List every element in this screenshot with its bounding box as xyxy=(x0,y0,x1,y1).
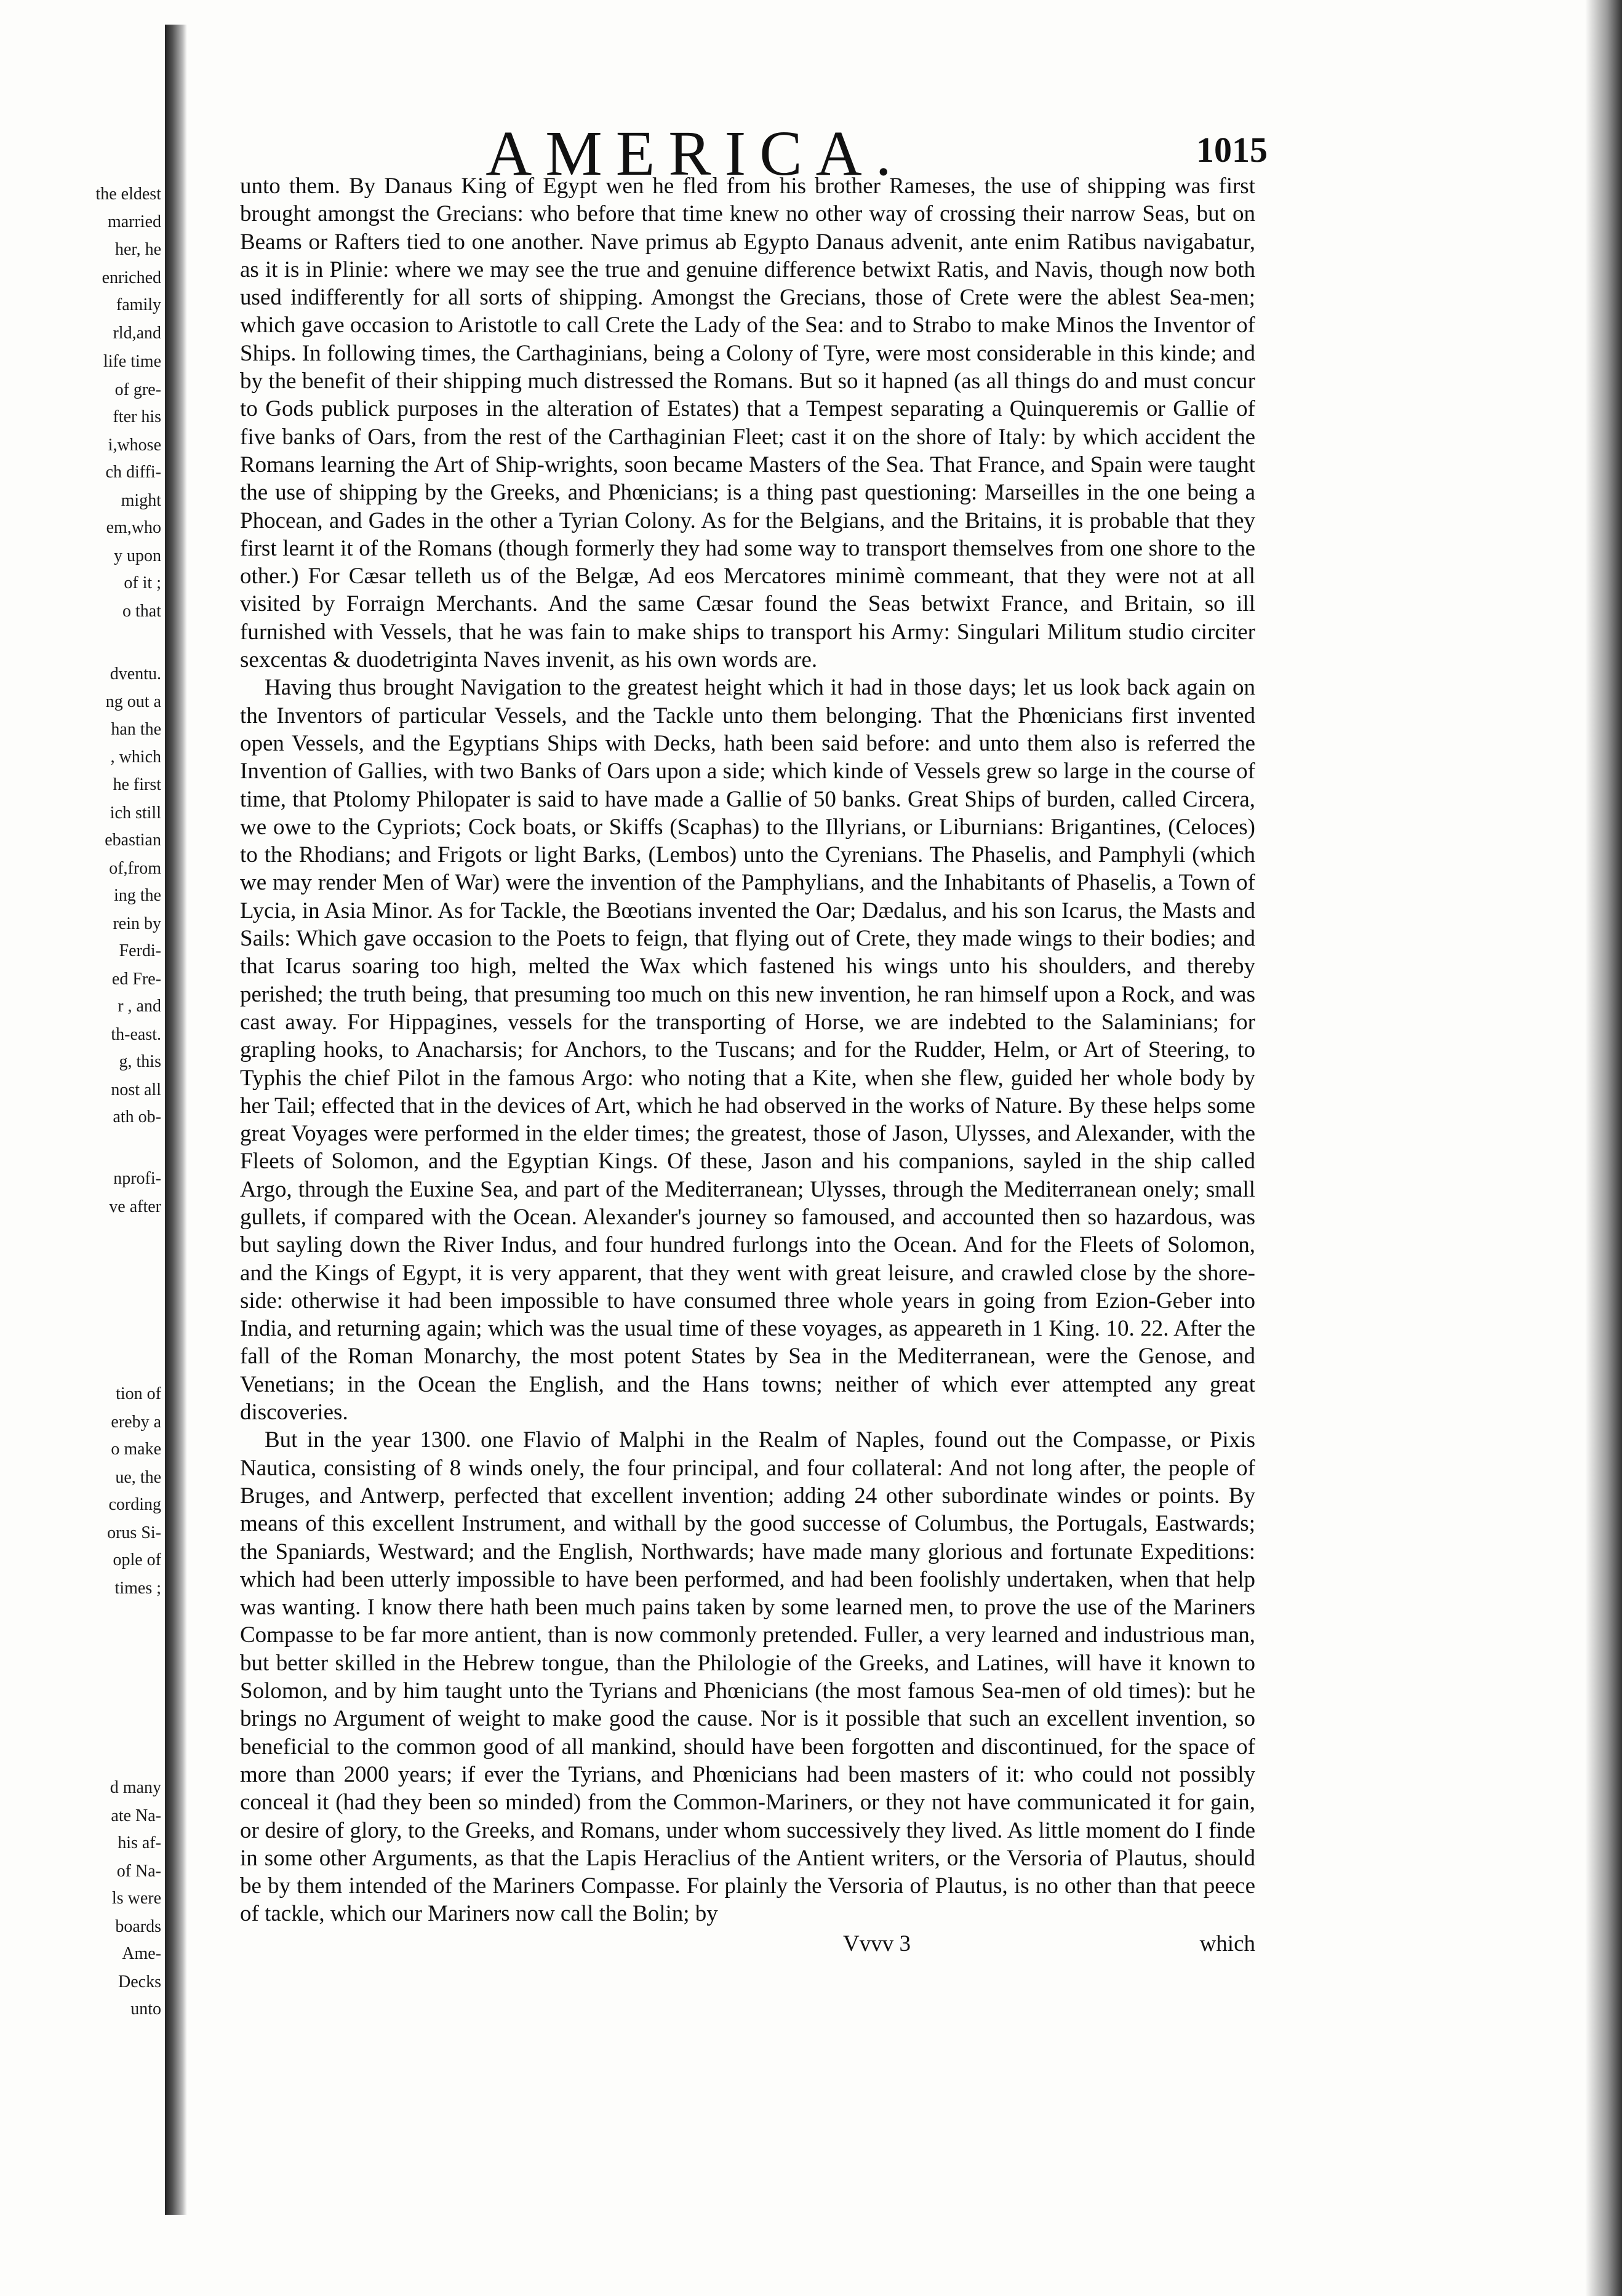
facing-page-line: o that xyxy=(122,602,161,621)
facing-page-line: d many xyxy=(110,1778,161,1797)
facing-page-line: r , and xyxy=(118,997,161,1016)
facing-page-line: ls were xyxy=(111,1889,161,1908)
facing-page-line: of gre- xyxy=(114,380,161,399)
facing-page-line: ve after xyxy=(109,1197,161,1216)
paragraph-1: unto them. By Danaus King of Egypt wen he fled from his brother Rameses, the use of shipping was first brought amongst the Grecians: who before that time knew no other way of crossing their narrow Seas, but on Beams or Rafters tied to one another. Nave primus ab Egypto Danaus advenit, ante enim Ratibus navigabatur, as it is in Plinie: where we may see the true and genuine difference betwixt Ratis, and Navis, though now both used indifferently for all sorts of shipping. Amongst the Grecians, those of Crete were the ablest Sea-men; which gave occasion to Aristotle to call Crete the Lady of the Sea: and to Strabo to make Minos the Inventor of Ships. In following times, the Carthaginians, being a Colony of Tyre, were most considerable in this kinde; and by the benefit of their shipping much distressed the Romans. But so it hapned (as all things do and must concur to Gods publick purposes in the alteration of Estates) that a Tempest separating a Quinqueremis or Gallie of five banks of Oars, from the rest of the Carthaginian Fleet; cast it on the shore of Italy: by which accident the Romans learning the Art of Ship-wrights, soon became Masters of the Sea. That France, and Spain were taught the use of shipping by the Greeks, and Phœnicians; is a thing past questioning: Marseilles in the one being a Phocean, and Gades in the other a Tyrian Colony. As for the Belgians, and the Britains, it is probable that they first learnt it of the Romans (though formerly they had some way to transport themselves from one shore to the other.) For Cæsar telleth us of the Belgæ, Ad eos Mercatores minimè commeant, that they were not at all visited by Forraign Merchants. And the same Cæsar found the Seas betwixt France, and Britain, so ill furnished with Vessels, that he was fain to make ships to transport his Army: Singulari Militum studio circiter sexcentas & duodetriginta Naves invenit, as his own words are. xyxy=(240,173,1255,673)
facing-page-line: ch diffi- xyxy=(105,463,161,482)
running-head xyxy=(240,105,1268,189)
facing-page-line: ople of xyxy=(113,1550,161,1569)
facing-page-line: of Na- xyxy=(116,1862,161,1881)
facing-page-line: might xyxy=(121,491,161,510)
facing-page-line: ebastian xyxy=(105,831,161,850)
facing-page-line: unto xyxy=(130,1999,161,2019)
facing-page-line: ue, the xyxy=(115,1468,161,1487)
facing-page-line: fter his xyxy=(113,407,161,426)
facing-page-line: ate Na- xyxy=(111,1806,161,1825)
facing-page-line: , which xyxy=(110,747,161,767)
page-footer xyxy=(240,1931,1255,1960)
catchword: which xyxy=(1199,1931,1255,1956)
facing-page-line: family xyxy=(116,295,161,314)
body-text xyxy=(240,172,1255,1928)
facing-page-line: ich still xyxy=(110,803,161,823)
facing-page-line: ath ob- xyxy=(113,1107,161,1126)
facing-page-line: married xyxy=(107,212,161,231)
page-title: AMERICA. xyxy=(485,118,905,189)
facing-page-line: ereby a xyxy=(111,1413,161,1432)
facing-page-line: y upon xyxy=(114,546,161,565)
facing-page-line: times ; xyxy=(114,1579,161,1598)
facing-page-line: ng out a xyxy=(105,692,161,711)
facing-page-line: dventu. xyxy=(110,664,161,684)
facing-page-line: tion of xyxy=(116,1384,161,1403)
page-edge-shadow xyxy=(1585,0,1622,2296)
facing-page-line: of it ; xyxy=(124,573,161,592)
facing-page-margin xyxy=(0,0,166,2296)
facing-page-line: Ame- xyxy=(122,1944,161,1963)
facing-page-line: cording xyxy=(108,1495,161,1514)
facing-page-line: g, this xyxy=(119,1052,161,1071)
facing-page-line: of,from xyxy=(109,859,161,878)
facing-page-line: enriched xyxy=(102,268,161,287)
facing-page-line: nost all xyxy=(111,1080,161,1099)
facing-page-line: nprofi- xyxy=(113,1169,161,1188)
facing-page-line: han the xyxy=(111,720,161,739)
facing-page-line: em,who xyxy=(106,518,161,537)
facing-page-line: the eldest xyxy=(95,185,161,204)
facing-page-line: ing the xyxy=(114,886,161,905)
page-number: 1015 xyxy=(1196,130,1268,170)
facing-page-line: boards xyxy=(115,1917,161,1936)
facing-page-line: ed Fre- xyxy=(111,970,161,989)
facing-page-line: his af- xyxy=(118,1833,161,1852)
facing-page-line: Decks xyxy=(118,1972,161,1991)
facing-page-line: i,whose xyxy=(108,436,161,455)
facing-page-line: rld,and xyxy=(113,324,161,343)
page-content xyxy=(240,105,1268,1960)
facing-page-line: he first xyxy=(113,775,161,794)
facing-page-line: orus Si- xyxy=(107,1523,161,1542)
book-gutter xyxy=(165,25,187,2215)
facing-page-line: her, he xyxy=(114,240,161,259)
facing-page-line: life time xyxy=(103,352,161,371)
facing-page-line: th-east. xyxy=(111,1025,161,1044)
paragraph-2: Having thus brought Navigation to the greatest height which it had in those days; let us look back again on the Inventors of particular Vessels, and the Tackle unto them belonging. That the Phœnicians first invented open Vessels, and the Egyptians Ships with Decks, hath been said before: and unto them also is referred the Invention of Gallies, with two Banks of Oars upon a side; which kinde of Vessels grew so large in the course of time, that Ptolomy Philopater is said to have made a Gallie of 50 banks. Great Ships of burden, called Circera, we owe to the Cypriots; Cock boats, or Skiffs (Scaphas) to the Illyrians, or Liburnians: Brigantines, (Celoces) to the Rhodians; and Frigots or light Barks, (Lembos) unto the Cyrenians. The Phaselis, and Pamphyli (which we may render Men of War) were the invention of the Pamphylians, and the Inhabitants of Phaselis, a Town of Lycia, in Asia Minor. As for Tackle, the Bœotians invented the Oar; Dædalus, and his son Icarus, the Masts and Sails: Which gave occasion to the Poets to feign, that flying out of Crete, they made wings to their bodies; and that Icarus soaring too high, melted the Wax which fastened his wings unto his shoulders, and thereby perished; the truth being, that presuming too much on this new invention, he ran himself upon a Rock, and was cast away. For Hippagines, vessels for the transporting of Horse, we are indebted to the Salaminians; for grapling hooks, to Anacharsis; for Anchors, to the Tuscans; and for the Rudder, Helm, or Art of Steering, to Typhis the chief Pilot in the famous Argo: who noting that a Kite, when she flew, guided her whole body by her Tail; effected that in the devices of Art, which he had observed in the works of Nature. By these helps some great Voyages were performed in the elder times; the greatest, those of Jason, Ulysses, and Alexander, with the Fleets of Solomon, and the Egyptian Kings. Of these, Jason and his companions, sayled in the ship called Argo, through the Euxine Sea, and part of the Mediterranean; Ulysses, through the Mediterranean onely; small gullets, if compared with the Ocean. Alexander's journey so famoused, and accounted then so hazardous, was but sayling down the River Indus, and four hundred furlongs into the Ocean. And for the Fleets of Solomon, and the Kings of Egypt, it is very apparent, that they went with great leisure, and crawled close by the shore-side: otherwise it had been impossible to have consumed three whole years in going from Ezion-Geber into India, and returning again; which was the usual time of these voyages, as appeareth in 1 King. 10. 22. After the fall of the Roman Monarchy, the most potent States by Sea in the Mediterranean, were the Genose, and Venetians; in the Ocean the English, and the Hans towns; neither of which ever attempted any great discoveries. xyxy=(240,675,1255,1425)
facing-page-line: Ferdi- xyxy=(119,941,161,960)
signature-mark: Vvvv 3 xyxy=(843,1931,911,1956)
facing-page-line: rein by xyxy=(113,914,161,933)
paragraph-3: But in the year 1300. one Flavio of Malphi in the Realm of Naples, found out the Compasse, or Pixis Nautica, consisting of 8 winds onely, the four principal, and four collateral: And not long after, the people of Bruges, and Antwerp, perfected that excellent invention; adding 24 other subordinate windes or points. By means of this excellent Instrument, and withall by the good successe of Columbus, the Portugals, Eastwards; the Spaniards, Westward; and the English, Northwards; have made many glorious and fortunate Expeditions: which had been utterly impossible to have been performed, and had been foolishly undertaken, when that help was wanting. I know there hath been much pains taken by some learned men, to prove the use of the Mariners Compasse to be far more antient, than is now commonly pretended. Fuller, a very learned and industrious man, but better skilled in the Hebrew tongue, than the Philologie of the Greeks, and Latines, will have it known to Solomon, and by him taught unto the Tyrians and Phœnicians (the most famous Sea-men of old times): but he brings no Argument of weight to make good the cause. Nor is it possible that such an excellent invention, so beneficial to the common good of all mankind, should have been forgotten and discontinued, for the space of more than 2000 years; if ever the Tyrians, and Phœnicians had been masters of it: who could not possibly conceal it (had they been so minded) from the Common-Mariners, or they not have communicated it for gain, or desire of glory, to the Greeks, and Romans, under whom successively they lived. As little moment do I finde in some other Arguments, as that the Lapis Heraclius of the Antient writers, or the Versoria of Plautus, should be by them intended of the Mariners Compasse. For plainly the Versoria of Plautus, is no other than that peece of tackle, which our Mariners now call the Bolin; by xyxy=(240,1427,1255,1927)
facing-page-line: o make xyxy=(111,1440,161,1459)
